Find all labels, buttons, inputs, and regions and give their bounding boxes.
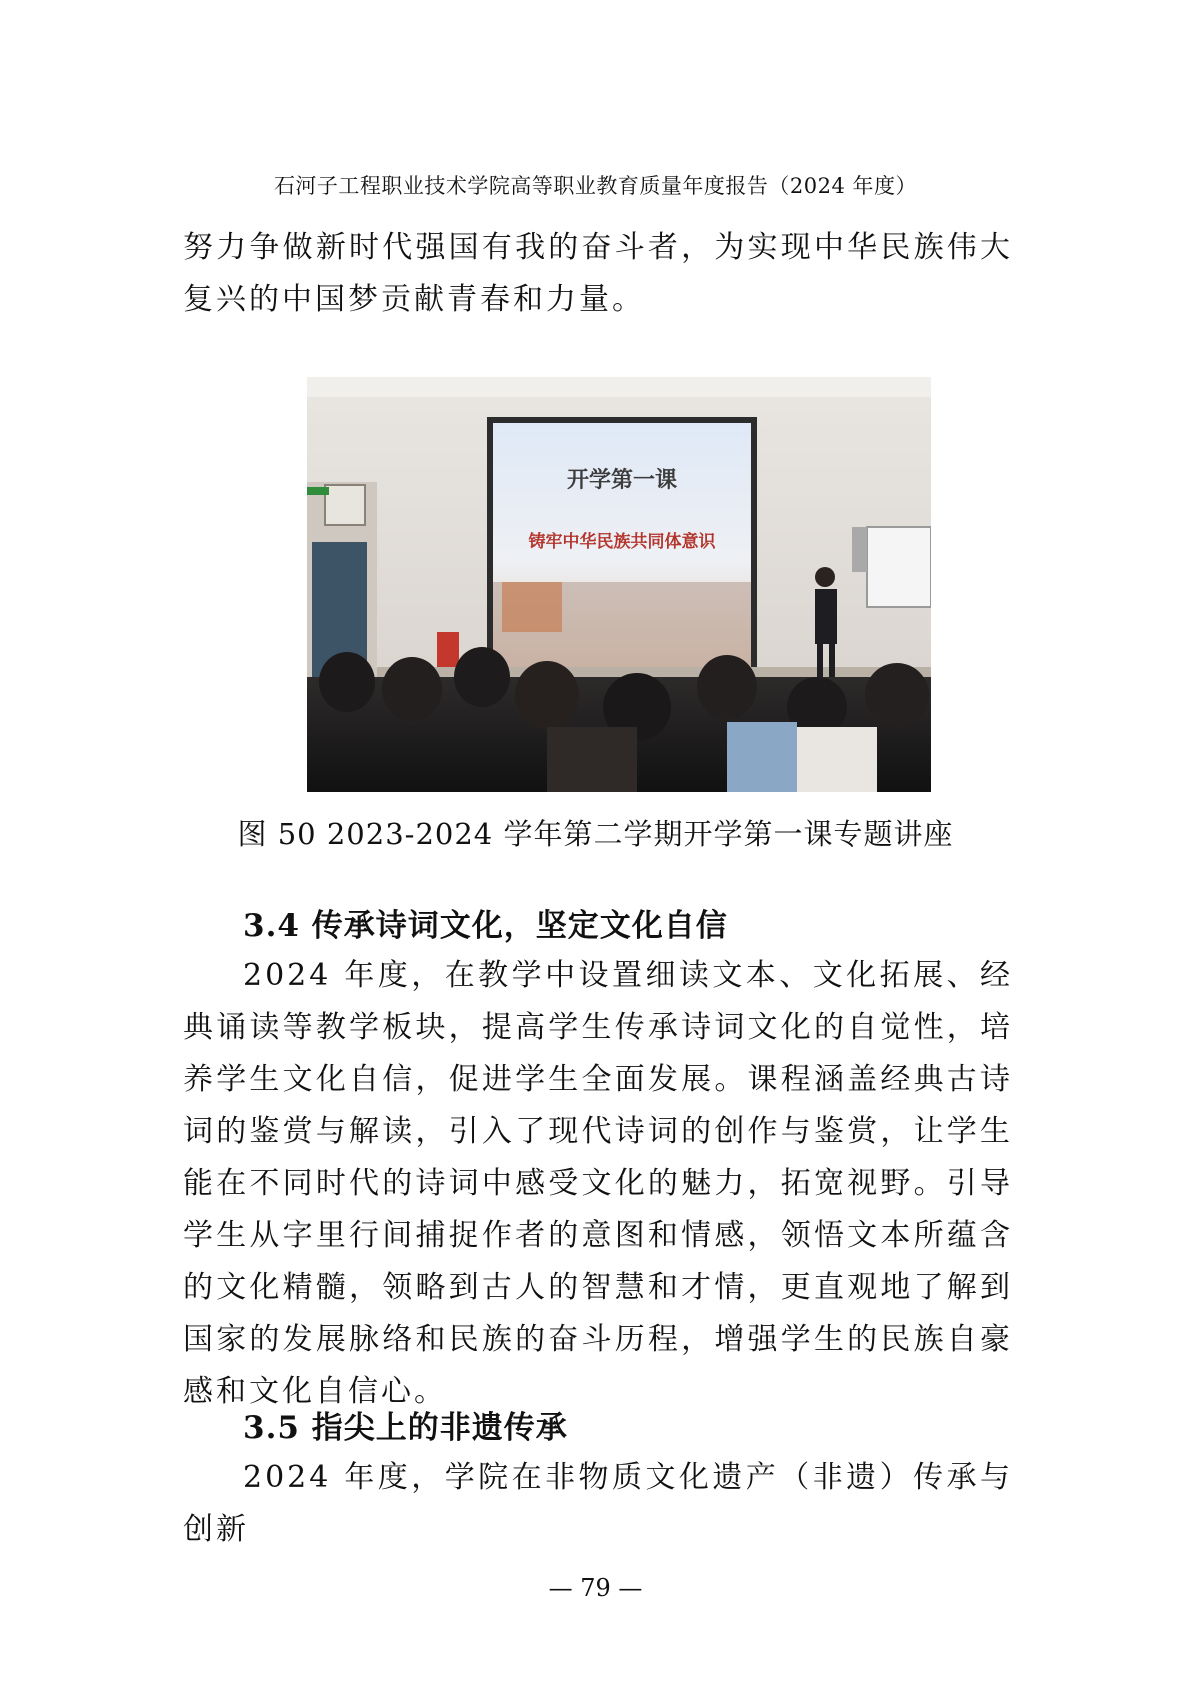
section-body-3-4: 2024 年度，在教学中设置细读文本、文化拓展、经典诵读等教学板块，提高学生传承诗词文化的自觉性，培养学生文化自信，促进学生全面发展。课程涵盖经典古诗词的鉴赏与解读，引入了现代诗词的创作与鉴赏，让学生能在不同时代的诗词中感受文化的魅力，拓宽视野。引导学生从字里行间捕捉作者的意图和情感，领悟文本所蕴含的文化精髓，领略到古人的智慧和才情，更直观地了解到国家的发展脉络和民族的奋斗历程，增强学生的民族自豪感和文化自信心。	[183, 958, 1013, 1409]
figure-caption: 图 50 2023-2024 学年第二学期开学第一课专题讲座	[237, 817, 954, 851]
intro-paragraph: 努力争做新时代强国有我的奋斗者，为实现中华民族伟大复兴的中国梦贡献青春和力量。	[183, 230, 1013, 317]
slide-title: 开学第一课	[566, 468, 678, 493]
lecture-photo	[307, 377, 931, 792]
section-heading-3-5: 3.5 指尖上的非遗传承	[243, 1410, 568, 1446]
slide-subtitle: 铸牢中华民族共同体意识	[528, 532, 716, 552]
section-body-3-5: 2024 年度，学院在非物质文化遗产（非遗）传承与创新	[183, 1460, 1013, 1547]
running-header: 石河子工程职业技术学院高等职业教育质量年度报告（2024 年度）	[273, 174, 918, 198]
section-heading-3-4: 3.4 传承诗词文化，坚定文化自信	[243, 908, 728, 944]
page-number: — 79 —	[548, 1574, 643, 1602]
